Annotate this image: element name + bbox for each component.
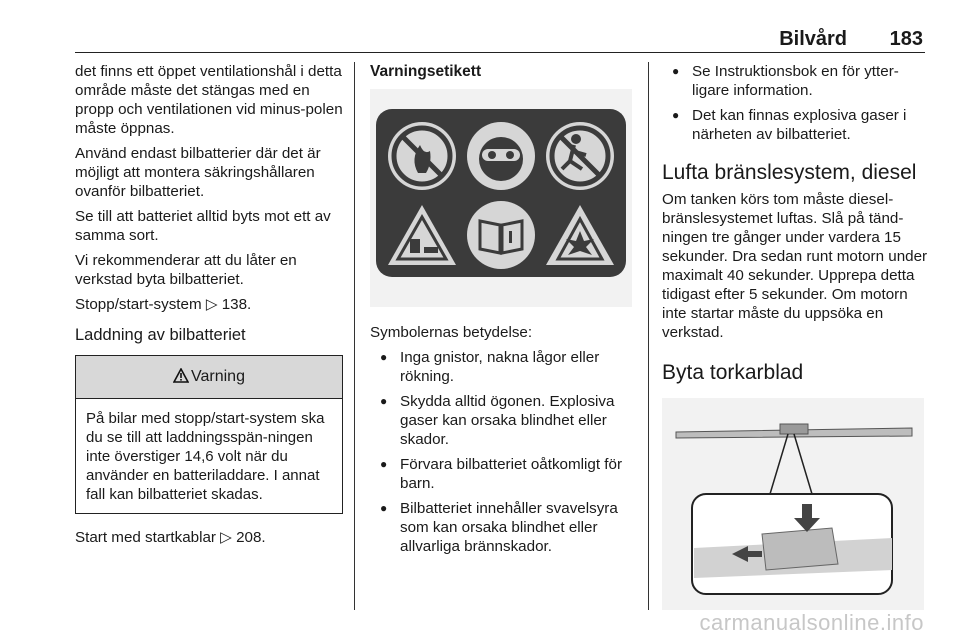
symbol-list [370, 348, 638, 556]
warning-text: På bilar med stopp/start-system ska du se till att laddningsspän-ningen inte överstiger 14,6 volt när du använder en batteriladdare. I annat fall kan bilbatteriet skadas. [86, 410, 325, 503]
read-manual-icon [467, 201, 535, 269]
column-divider [354, 62, 355, 610]
page-header [75, 26, 925, 53]
list-item: ● Inga gnistor, nakna lågor eller rökning. [370, 348, 638, 386]
page-number: 183 [889, 28, 923, 50]
warning-triangle-icon [173, 368, 189, 383]
paragraph: Använd endast bilbatterier där det är möjligt att montera säkringshållaren ovanför bilbatteriet. [75, 145, 321, 200]
column-divider [648, 62, 649, 610]
cross-reference-link[interactable]: Stopp/start-system ▷ 138. [75, 296, 252, 313]
paragraph: Om tanken körs tom måste diesel-bränslesystemet luftas. Slå på tänd-ningen tre gånger under vardera 15 sekunder. Dra sedan runt motorn under maximalt 40 sekunder. Upprepa detta tidigast efter 5 sekunder. Om motorn inte startar måste du uppsöka en verkstad. [662, 191, 928, 341]
warning-title: Varning [191, 368, 245, 385]
watermark: carmanualsonline.info [699, 610, 924, 635]
wiper-blade-image [662, 398, 924, 610]
section-title: Bilvård [779, 28, 847, 50]
section-heading: Lufta bränslesystem, diesel [662, 161, 917, 184]
column-1 [75, 62, 343, 553]
section-heading: Byta torkarblad [662, 361, 804, 384]
eye-protection-icon [467, 122, 535, 190]
list-item: ● Det kan finnas explosiva gaser i närheten av bilbatteriet. [662, 106, 928, 144]
cross-reference-link[interactable]: Start med startkablar ▷ 208. [75, 529, 266, 546]
list-item: ● Bilbatteriet innehåller svavelsyra som kan orsaka blindhet eller allvarliga brännskador. [370, 499, 638, 556]
column-3 [662, 62, 928, 610]
column-2 [370, 62, 638, 562]
list-item: ● Skydda alltid ögonen. Explosiva gaser kan orsaka blindhet eller skador. [370, 392, 638, 449]
list-item: ● Se Instruktionsbok en för ytter-ligare information. [662, 62, 928, 100]
label-heading: Varningsetikett [370, 63, 482, 80]
warning-label-symbols [370, 89, 632, 307]
warning-header [76, 356, 342, 399]
warning-box [75, 355, 343, 514]
symbols-intro: Symbolernas betydelse: [370, 324, 533, 341]
paragraph: det finns ett öppet ventilationshål i detta område måste det stängas med en propp och ventilationen vid minus-polen måste öppnas. [75, 63, 343, 137]
symbol-list-continued [662, 62, 928, 144]
section-heading: Laddning av bilbatteriet [75, 326, 246, 344]
list-item: ● Förvara bilbatteriet oåtkomligt för barn. [370, 455, 638, 493]
paragraph: Vi rekommenderar att du låter en verkstad byta bilbatteriet. [75, 252, 297, 288]
no-fire-icon [388, 122, 456, 190]
paragraph: Se till att batteriet alltid byts mot ett av samma sort. [75, 208, 331, 244]
warning-label-image [370, 89, 632, 307]
keep-children-away-icon [546, 122, 614, 190]
wiper-blade-illustration [662, 398, 924, 610]
